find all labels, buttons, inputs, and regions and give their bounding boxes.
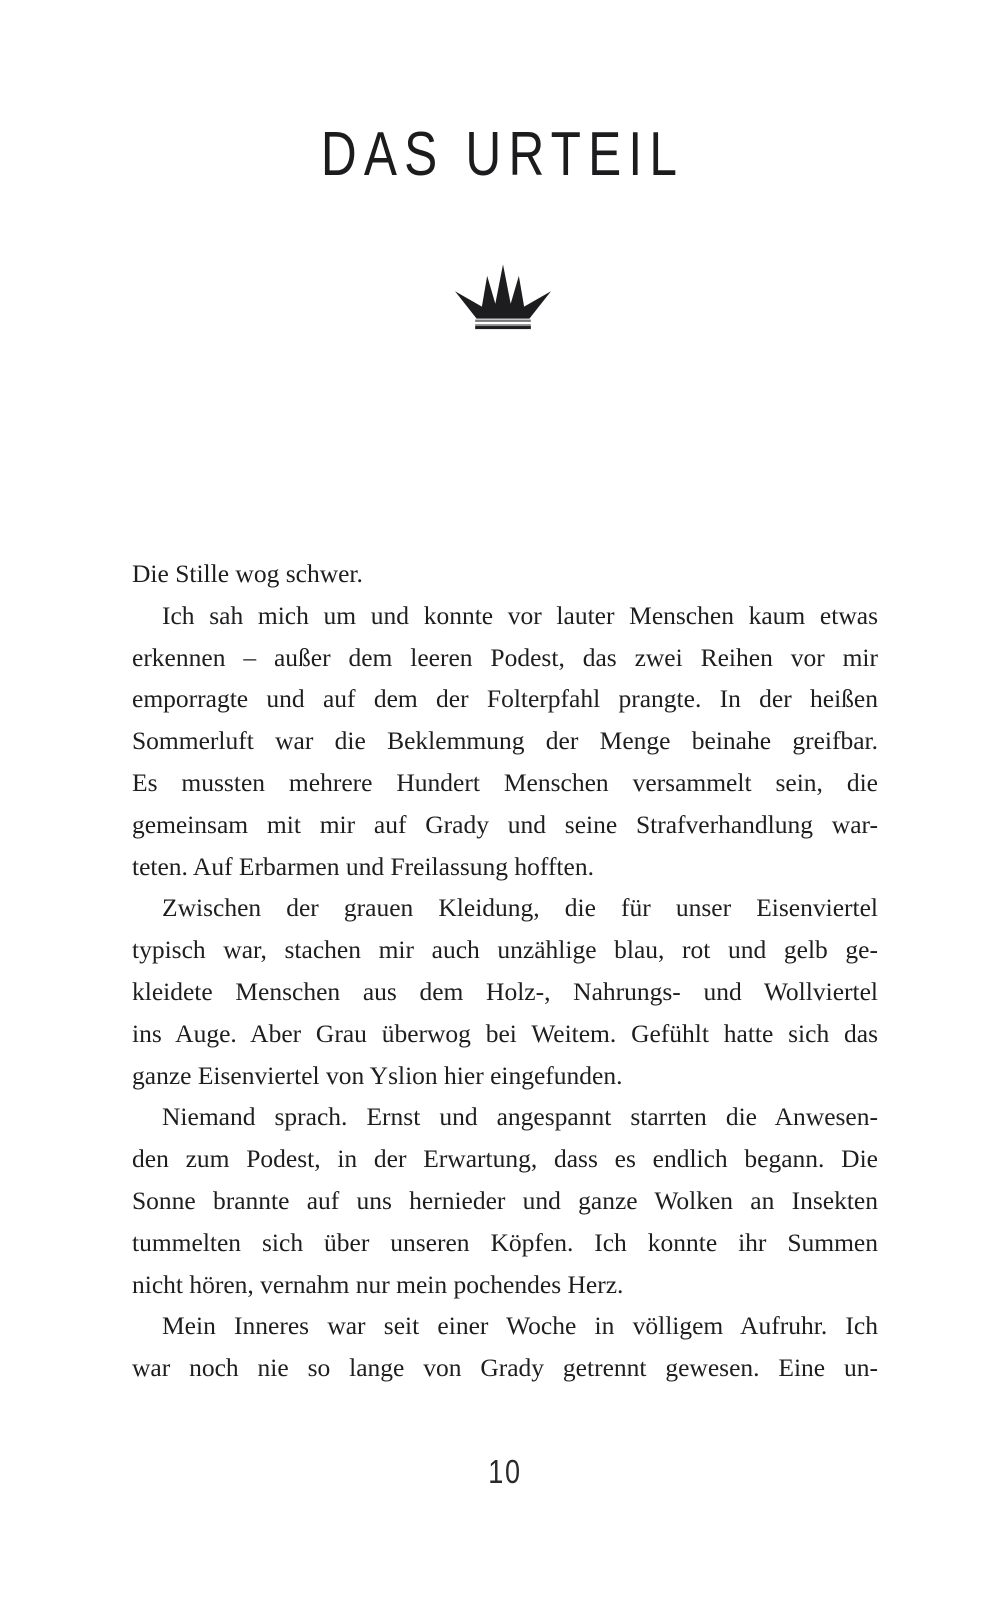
text-line: tummelten sich über unseren Köpfen. Ich konnte ihr Summen bbox=[132, 1227, 878, 1257]
page-number: 10 bbox=[488, 1453, 522, 1490]
text-line: Niemand sprach. Ernst und angespannt starrten die Anwesen- bbox=[162, 1102, 878, 1132]
text-line: Zwischen der grauen Kleidung, die für unser Eisenviertel bbox=[162, 893, 878, 923]
text-line: Sommerluft war die Beklemmung der Menge beinahe greifbar. bbox=[132, 726, 878, 756]
crown-icon bbox=[455, 264, 551, 332]
text-line: emporragte und auf dem der Folterpfahl prangte. In der heißen bbox=[132, 684, 878, 714]
text-line: Mein Inneres war seit einer Woche in völligem Aufruhr. Ich bbox=[162, 1311, 878, 1341]
chapter-title: DAS URTEIL bbox=[320, 120, 685, 189]
text-line: gemeinsam mit mir auf Grady und seine Strafverhandlung war- bbox=[132, 809, 878, 839]
text-line: Die Stille wog schwer. bbox=[132, 559, 363, 588]
text-line: kleidete Menschen aus dem Holz-, Nahrungs- und Wollviertel bbox=[132, 976, 878, 1006]
text-line: ins Auge. Aber Grau überwog bei Weitem. Gefühlt hatte sich das bbox=[132, 1018, 878, 1048]
text-line: Sonne brannte auf uns hernieder und ganze Wolken an Insekten bbox=[132, 1185, 878, 1215]
body-text bbox=[132, 553, 878, 1389]
text-line: typisch war, stachen mir auch unzählige blau, rot und gelb ge- bbox=[132, 935, 878, 965]
text-line: ganze Eisenviertel von Yslion hier eingefunden. bbox=[132, 1060, 623, 1090]
text-line: erkennen – außer dem leeren Podest, das zwei Reihen vor mir bbox=[132, 642, 878, 672]
text-line: nicht hören, vernahm nur mein pochendes Herz. bbox=[132, 1269, 624, 1299]
text-line: den zum Podest, in der Erwartung, dass es endlich begann. Die bbox=[132, 1144, 878, 1174]
text-line: Ich sah mich um und konnte vor lauter Menschen kaum etwas bbox=[162, 600, 878, 630]
text-line: war noch nie so lange von Grady getrennt gewesen. Eine un- bbox=[132, 1353, 878, 1383]
text-line: Es mussten mehrere Hundert Menschen versammelt sein, die bbox=[132, 767, 878, 797]
text-line: teten. Auf Erbarmen und Freilassung hofften. bbox=[132, 851, 594, 881]
